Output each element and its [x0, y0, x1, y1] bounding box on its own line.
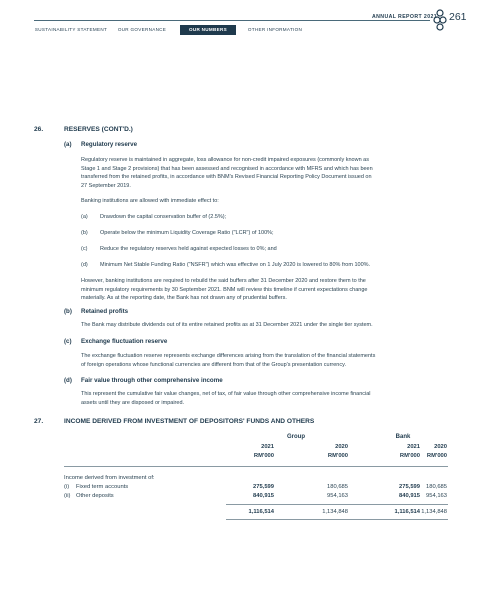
row-label: Other deposits	[76, 493, 114, 499]
col-unit: RM'000	[399, 453, 420, 459]
total-cell: 1,116,514	[394, 509, 420, 515]
report-title: ANNUAL REPORT 2021	[372, 14, 438, 20]
bank-header: Bank	[395, 434, 411, 440]
table-cell: 275,599	[253, 484, 274, 490]
section-26-number: 26.	[34, 126, 44, 133]
sub-d-title: Fair value through other comprehensive income	[81, 377, 223, 384]
sub-b-title: Retained profits	[81, 308, 129, 315]
table-cell: 180,685	[327, 484, 348, 490]
col-year: 2021	[261, 444, 274, 450]
sub-c-title: Exchange fluctuation reserve	[81, 338, 168, 345]
total-cell: 1,134,848	[322, 509, 348, 515]
tab-sustainability-statement[interactable]: SUSTAINABILITY STATEMENT	[34, 27, 108, 32]
section-27-title: INCOME DERIVED FROM INVESTMENT OF DEPOSITORS' FUNDS AND OTHERS	[64, 418, 315, 425]
exchange-reserve-paragraph	[81, 352, 447, 369]
total-cell: 1,134,848	[421, 509, 447, 515]
list-item-text: Drawdown the capital conservation buffer of (2.5%);	[100, 214, 227, 220]
table-intro: Income derived from investment of:	[64, 475, 155, 481]
list-item-label: (c)	[81, 246, 88, 252]
row-label: Fixed term accounts	[76, 484, 129, 490]
list-item-label: (a)	[81, 214, 88, 220]
paragraph-line: This represent the cumulative fair value changes, net of tax, of fair value through other comprehensive income financial	[81, 391, 371, 397]
list-item-text: Operate below the minimum Liquidity Coverage Ratio ("LCR") of 100%;	[100, 230, 274, 236]
header-rule	[34, 20, 430, 21]
table-cell: 954,163	[426, 493, 447, 499]
total-bottom-rule	[226, 519, 448, 520]
list-item-label: (b)	[81, 230, 88, 236]
list-item-text: Minimum Net Stable Funding Ratio ("NSFR") which was effective on 1 July 2020 is lowered to 80% from 100%.	[100, 262, 371, 268]
paragraph-line: However, banking institutions are required to rebuild the said buffers after 31 December 2020 and restore them to the	[81, 278, 366, 284]
table-cell: 275,599	[399, 484, 420, 490]
page-number: 261	[449, 11, 467, 23]
col-unit: RM'000	[327, 453, 348, 459]
paragraph-line: Regulatory reserve is maintained in aggregate, loss allowance for non-credit impaired exposures (commonly known as	[81, 157, 369, 163]
paragraph-line: materially. As at the reporting date, the Bank has not drawn any of prudential buffers.	[81, 295, 287, 302]
tab-our-numbers[interactable]: OUR NUMBERS	[180, 25, 236, 35]
total-cell: 1,116,514	[248, 509, 274, 515]
section-26-title: RESERVES (CONT'D.)	[64, 126, 133, 133]
table-cell: 180,685	[426, 484, 447, 490]
total-top-rule	[226, 504, 448, 505]
sub-b-label: (b)	[64, 308, 72, 315]
table-cell: 840,915	[253, 493, 274, 499]
col-unit: RM'000	[426, 453, 447, 459]
row-idx: (ii)	[64, 493, 71, 499]
buffer-rebuild-paragraph	[81, 277, 447, 303]
col-unit: RM'000	[253, 453, 274, 459]
bnm-logo-icon	[433, 9, 447, 31]
table-cell: 954,163	[327, 493, 348, 499]
sub-a-label: (a)	[64, 141, 72, 148]
sub-c-label: (c)	[64, 338, 72, 345]
table-rule	[64, 466, 448, 467]
col-year: 2020	[434, 444, 447, 450]
row-idx: (i)	[64, 484, 70, 490]
paragraph-line: Stage 1 and Stage 2 provisions) that has been assessed and recognised in accordance with MFRS and which has been	[81, 165, 373, 172]
col-year: 2021	[407, 444, 420, 450]
list-item-text: Reduce the regulatory reserves held against expected losses to 0%; and	[100, 246, 277, 252]
paragraph-line: of foreign operations whose functional currencies are different from that of the Group's presentation currency.	[81, 361, 346, 368]
fvoci-paragraph	[81, 390, 447, 407]
section-27-number: 27.	[34, 418, 44, 425]
paragraph-line: assets until they are disposed or impaired.	[81, 399, 185, 406]
tab-our-governance[interactable]: OUR GOVERNANCE	[117, 27, 167, 32]
paragraph-line: minimum regulatory requirements by 30 September 2021. BNM will review this timeline if current expectations change	[81, 286, 368, 293]
sub-a-title: Regulatory reserve	[81, 141, 138, 148]
group-header: Group	[287, 434, 305, 440]
sub-d-label: (d)	[64, 377, 72, 384]
immediate-effect-intro: Banking institutions are allowed with immediate effect to:	[81, 198, 219, 204]
tab-other-information[interactable]: OTHER INFORMATION	[247, 27, 303, 32]
list-item-label: (d)	[81, 262, 88, 268]
col-year: 2020	[335, 444, 348, 450]
paragraph-line: transferred from the retained profits, in accordance with BNM's Revised Financial Reporting Policy Document issued on	[81, 174, 372, 181]
table-cell: 840,915	[399, 493, 420, 499]
paragraph-line: The exchange fluctuation reserve represents exchange differences arising from the translation of the financial statements	[81, 353, 376, 359]
retained-profits-paragraph: The Bank may distribute dividends out of its entire retained profits as at 31 December 2021 under the single tier system.	[81, 322, 373, 328]
regulatory-reserve-paragraph	[81, 156, 447, 190]
paragraph-line: 27 September 2019.	[81, 182, 131, 189]
